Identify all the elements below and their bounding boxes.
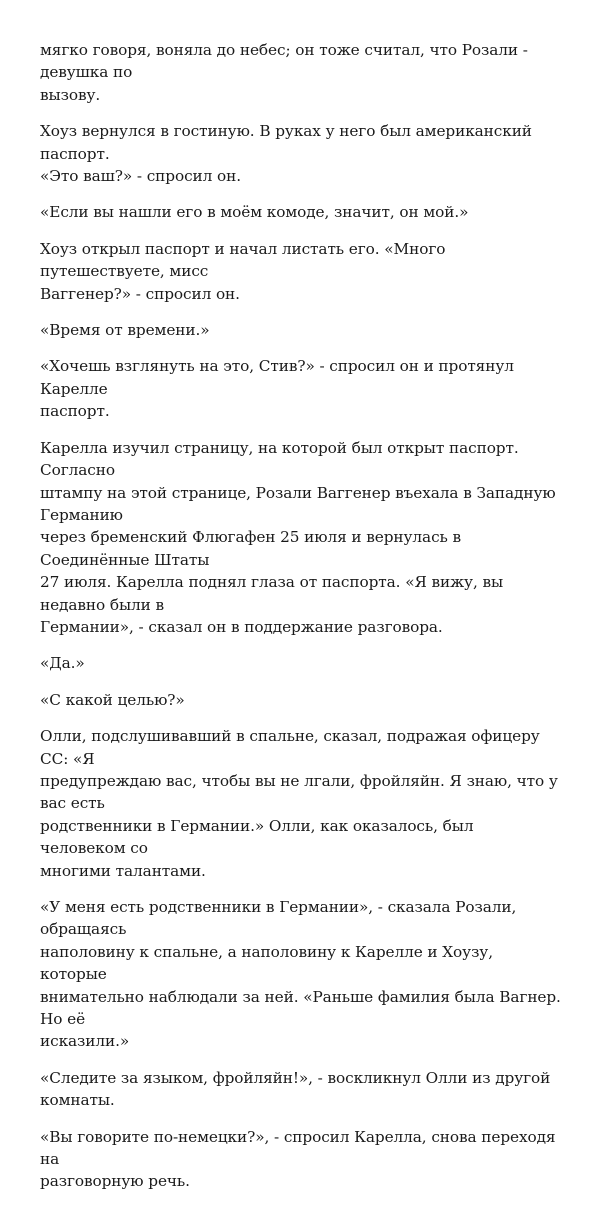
paragraph-10: Олли, подслушивавший в спальне, сказал, подражая офицеру СС: «Я предупреждаю вас, чтобы вы не лгали, фройляйн. Я знаю, что у вас есть родственники в Германии.» Олли, как оказалось, был человеком со многими талантами. — [40, 727, 558, 880]
paragraph-8: «Да.» — [40, 654, 85, 673]
paragraph-3: «Если вы нашли его в моём комоде, значит, он мой.» — [40, 203, 469, 222]
paragraph-7: Карелла изучил страницу, на которой был открыт паспорт. Согласно штампу на этой странице, Розали Ваггенер въехала в Западную Германию через бременский Флюгафен 25 июля и вернулась в Соединённые Штаты 27 июля. Карелла поднял глаза от паспорта. «Я вижу, вы недавно были в Германии», - сказал он в поддержание разговора. — [40, 438, 556, 636]
paragraph-11: «У меня есть родственники в Германии», - сказала Розали, обращаясь наполовину к спальне, а наполовину к Карелле и Хоузу, которые внимательно наблюдали за ней. «Раньше фамилия была Вагнер. Но её исказили.» — [40, 898, 561, 1051]
paragraph-12: «Следите за языком, фройляйн!», - воскликнул Олли из другой комнаты. — [40, 1068, 551, 1110]
paragraph-9: «С какой целью?» — [40, 690, 185, 709]
text-column — [40, 39, 562, 1207]
paragraph-4: Хоуз открыл паспорт и начал листать его. «Много путешествуете, мисс Ваггенер?» - спросил он. — [40, 239, 446, 303]
paragraph-5: «Время от времени.» — [40, 321, 210, 340]
paragraph-6: «Хочешь взглянуть на это, Стив?» - спросил он и протянул Карелле паспорт. — [40, 357, 514, 421]
paragraph-2: Хоуз вернулся в гостиную. В руках у него был американский паспорт. «Это ваш?» - спросил он. — [40, 122, 532, 186]
paragraph-13: «Вы говорите по-немецки?», - спросил Карелла, снова переходя на разговорную речь. — [40, 1127, 556, 1191]
paragraph-1: мягко говоря, воняла до небес; он тоже считал, что Розали - девушка по вызову. — [40, 41, 528, 104]
